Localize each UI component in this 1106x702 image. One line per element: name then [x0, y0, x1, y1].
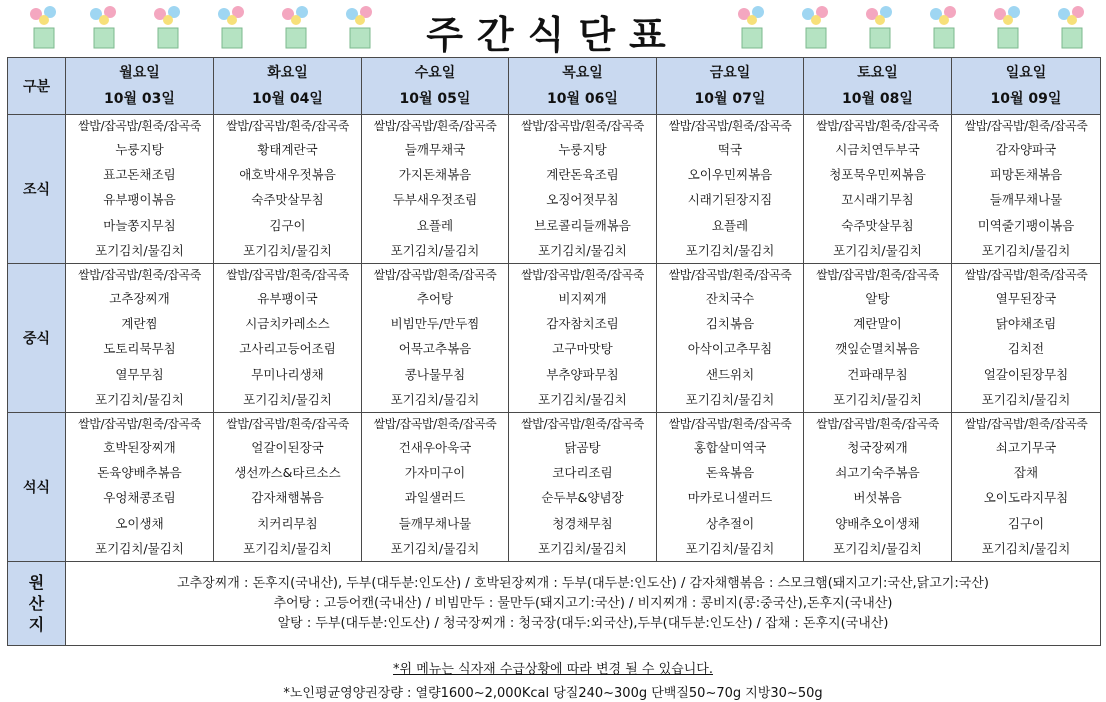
- meal-label: 조식: [8, 115, 66, 264]
- menu-item: 쌀밥/잡곡밥/흰죽/잡곡죽: [521, 268, 644, 283]
- menu-item: 브로콜리들깨볶음: [534, 217, 631, 233]
- menu-item: 잡채: [1013, 465, 1039, 481]
- menu-cell: [657, 115, 804, 264]
- menu-item: 숙주맛살무침: [251, 192, 324, 208]
- menu-item: 돈육볶음: [705, 465, 755, 481]
- day-header: [214, 58, 362, 115]
- menu-item: 생선까스&타르소스: [234, 465, 341, 481]
- menu-item: 샌드위치: [705, 366, 755, 382]
- menu-cell: [804, 413, 952, 562]
- menu-item: 유부팽이국: [257, 291, 318, 307]
- menu-item: 순두부&양념장: [541, 490, 624, 506]
- day-date: 10월 04일: [252, 91, 323, 107]
- menu-item: 김치볶음: [705, 316, 755, 332]
- day-header: [362, 58, 509, 115]
- menu-item: 닭야채조림: [995, 316, 1057, 332]
- menu-cell: [214, 413, 362, 562]
- menu-item: 고추장찌개: [109, 291, 170, 307]
- menu-item: 고사리고등어조림: [239, 341, 336, 357]
- weekly-menu-table: [7, 57, 1101, 646]
- menu-item: 쌀밥/잡곡밥/흰죽/잡곡죽: [964, 417, 1088, 432]
- origin-row: [8, 562, 1101, 646]
- menu-item: 쌀밥/잡곡밥/흰죽/잡곡죽: [668, 417, 792, 432]
- day-date: 10월 09일: [990, 91, 1062, 107]
- menu-cell: [66, 413, 214, 562]
- menu-change-notice: *위 메뉴는 식자재 수급상황에 따라 변경 될 수 있습니다.: [393, 662, 713, 677]
- day-name: 월요일: [119, 65, 160, 81]
- menu-item: 포기김치/물김치: [685, 242, 775, 258]
- menu-cell: [952, 413, 1101, 562]
- menu-item: 코다리조림: [552, 465, 613, 481]
- menu-item: 포기김치/물김치: [981, 391, 1071, 407]
- menu-item: 건새우아욱국: [398, 440, 472, 456]
- menu-item: 쌀밥/잡곡밥/흰죽/잡곡죽: [964, 268, 1088, 283]
- menu-cell: [362, 264, 509, 413]
- menu-item: 포기김치/물김치: [95, 391, 184, 407]
- menu-item: 숙주맛살무침: [841, 217, 914, 233]
- menu-item: 비빔만두/만두찜: [390, 316, 480, 332]
- menu-item: 시래기된장지짐: [687, 192, 773, 208]
- menu-item: 김치전: [1007, 341, 1045, 357]
- menu-item: 감자채햄볶음: [251, 490, 324, 506]
- menu-item: 포기김치/물김치: [243, 391, 332, 407]
- day-date: 10월 05일: [399, 91, 471, 107]
- meal-row: [8, 115, 1101, 264]
- menu-item: 포기김치/물김치: [538, 242, 627, 258]
- menu-item: 김구이: [1007, 515, 1045, 531]
- menu-item: 계란말이: [853, 316, 902, 332]
- menu-item: 쌀밥/잡곡밥/흰죽/잡곡죽: [521, 417, 644, 432]
- menu-item: 상추절이: [705, 515, 755, 531]
- menu-item: 쌀밥/잡곡밥/흰죽/잡곡죽: [226, 417, 349, 432]
- menu-item: 양배추오이생채: [835, 515, 920, 531]
- menu-item: 쌀밥/잡곡밥/흰죽/잡곡죽: [373, 417, 497, 432]
- menu-item: 포기김치/물김치: [390, 540, 480, 556]
- menu-item: 들깨무채나물: [398, 515, 472, 531]
- meal-rows: [8, 115, 1101, 562]
- menu-item: 쌀밥/잡곡밥/흰죽/잡곡죽: [78, 417, 201, 432]
- day-date: 10월 06일: [547, 91, 618, 107]
- day-name: 일요일: [1005, 65, 1047, 81]
- page-header: [0, 0, 1106, 56]
- menu-item: 건파래무침: [847, 366, 908, 382]
- day-header: [509, 58, 657, 115]
- menu-item: 오이우민찌볶음: [687, 167, 773, 183]
- nutrition-recommendation: *노인평균영양권장량 : 열량1600~2,000Kcal 당질240~300g 단백질50~70g 지방30~50g: [283, 686, 823, 701]
- menu-item: 쌀밥/잡곡밥/흰죽/잡곡죽: [816, 268, 939, 283]
- menu-item: 김구이: [269, 217, 306, 233]
- menu-cell: [509, 264, 657, 413]
- page-title: 주간식단표: [426, 13, 680, 57]
- menu-item: 꼬시래기무침: [841, 192, 914, 208]
- menu-item: 쌀밥/잡곡밥/흰죽/잡곡죽: [78, 268, 201, 283]
- day-date: 10월 08일: [842, 91, 913, 107]
- menu-item: 누룽지탕: [115, 142, 164, 157]
- menu-item: 들깨무채국: [404, 142, 466, 157]
- menu-item: 누룽지탕: [558, 142, 607, 157]
- day-header: [66, 58, 214, 115]
- menu-item: 아삭이고추무침: [687, 341, 773, 357]
- menu-item: 쌀밥/잡곡밥/흰죽/잡곡죽: [373, 119, 497, 133]
- origin-line: 고추장찌개 : 돈후지(국내산), 두부(대두분:인도산) / 호박된장찌개 : 두부(대두분:인도산) / 감자채햄볶음 : 스모크햄(돼지고기:국산,닭고기:국산): [177, 575, 989, 591]
- origin-details: [66, 562, 1101, 646]
- menu-item: 쌀밥/잡곡밥/흰죽/잡곡죽: [668, 119, 792, 133]
- origin-line: 추어탕 : 고등어캔(국내산) / 비빔만두 : 물만두(돼지고기:국산) / 비지찌개 : 콩비지(콩:중국산),돈후지(국내산): [273, 595, 893, 611]
- menu-item: 쌀밥/잡곡밥/흰죽/잡곡죽: [816, 119, 939, 133]
- menu-item: 포기김치/물김치: [538, 391, 627, 407]
- day-date: 10월 03일: [104, 91, 175, 107]
- day-name: 목요일: [562, 65, 603, 81]
- day-header: [952, 58, 1101, 115]
- menu-item: 감자참치조림: [546, 316, 619, 332]
- menu-item: 쌀밥/잡곡밥/흰죽/잡곡죽: [668, 268, 792, 283]
- menu-item: 시금치연두부국: [835, 142, 920, 157]
- menu-cell: [214, 115, 362, 264]
- menu-item: 포기김치/물김치: [685, 540, 775, 556]
- menu-item: 가지돈채볶음: [398, 167, 472, 183]
- menu-item: 비지찌개: [558, 291, 607, 307]
- menu-item: 우엉채콩조림: [103, 490, 176, 506]
- menu-item: 열무된장국: [995, 291, 1057, 307]
- menu-item: 어묵고추볶음: [398, 341, 472, 357]
- menu-cell: [214, 264, 362, 413]
- menu-item: 열무무침: [115, 366, 164, 382]
- menu-item: 포기김치/물김치: [95, 242, 184, 258]
- menu-item: 돈육양배추볶음: [97, 465, 182, 481]
- menu-item: 쌀밥/잡곡밥/흰죽/잡곡죽: [373, 268, 497, 283]
- menu-item: 시금치카레소스: [245, 316, 330, 332]
- menu-item: 쌀밥/잡곡밥/흰죽/잡곡죽: [816, 417, 939, 432]
- menu-item: 유부팽이볶음: [103, 192, 176, 208]
- menu-item: 포기김치/물김치: [95, 540, 184, 556]
- day-name: 금요일: [709, 65, 751, 81]
- menu-item: 떡국: [717, 142, 743, 157]
- meal-label: 중식: [8, 264, 66, 413]
- menu-item: 포기김치/물김치: [833, 391, 922, 407]
- origin-label-text: 원 산 지: [28, 573, 45, 635]
- menu-cell: [509, 115, 657, 264]
- menu-item: 치커리무침: [257, 515, 318, 531]
- menu-item: 청국장찌개: [847, 440, 908, 456]
- menu-item: 포기김치/물김치: [685, 391, 775, 407]
- menu-item: 버섯볶음: [853, 490, 902, 506]
- menu-item: 청포묵우민찌볶음: [829, 167, 926, 183]
- day-name: 토요일: [857, 65, 898, 81]
- menu-cell: [509, 413, 657, 562]
- menu-item: 가자미구이: [404, 465, 466, 481]
- menu-item: 표고돈채조림: [103, 167, 176, 183]
- meal-row: [8, 413, 1101, 562]
- menu-item: 쌀밥/잡곡밥/흰죽/잡곡죽: [964, 119, 1088, 133]
- menu-cell: [362, 413, 509, 562]
- menu-cell: [952, 115, 1101, 264]
- menu-item: 쇠고기무국: [995, 440, 1057, 456]
- menu-item: 계란찜: [121, 316, 158, 332]
- menu-item: 알탕: [865, 291, 890, 307]
- menu-item: 요플레: [711, 217, 749, 233]
- menu-item: 추어탕: [416, 291, 454, 307]
- menu-item: 애호박새우젓볶음: [239, 167, 336, 183]
- menu-cell: [657, 264, 804, 413]
- menu-item: 오이생채: [115, 515, 164, 531]
- menu-item: 포기김치/물김치: [833, 242, 922, 258]
- day-header-row: [8, 58, 1101, 115]
- menu-cell: [804, 264, 952, 413]
- menu-item: 마늘쫑지무침: [103, 217, 176, 233]
- menu-item: 닭곰탕: [564, 440, 601, 456]
- menu-cell: [66, 115, 214, 264]
- day-header: [657, 58, 804, 115]
- menu-item: 청경채무침: [552, 515, 613, 531]
- menu-item: 고구마맛탕: [552, 341, 613, 357]
- menu-item: 포기김치/물김치: [833, 540, 922, 556]
- menu-item: 쇠고기숙주볶음: [835, 465, 920, 481]
- day-name: 화요일: [267, 65, 308, 81]
- menu-item: 호박된장찌개: [103, 440, 176, 456]
- menu-item: 쌀밥/잡곡밥/흰죽/잡곡죽: [78, 119, 201, 133]
- menu-cell: [804, 115, 952, 264]
- menu-item: 들깨무채나물: [989, 192, 1063, 208]
- day-date: 10월 07일: [694, 91, 766, 107]
- menu-item: 깻잎순멸치볶음: [835, 341, 920, 357]
- menu-item: 도토리묵무침: [103, 341, 176, 357]
- origin-label: [8, 562, 66, 646]
- menu-cell: [952, 264, 1101, 413]
- corner-label: 구분: [8, 58, 66, 115]
- menu-item: 포기김치/물김치: [538, 540, 627, 556]
- menu-item: 쌀밥/잡곡밥/흰죽/잡곡죽: [226, 119, 349, 133]
- menu-item: 마카로니샐러드: [687, 490, 773, 506]
- menu-cell: [362, 115, 509, 264]
- day-name: 수요일: [414, 65, 456, 81]
- meal-row: [8, 264, 1101, 413]
- menu-item: 무미나리생채: [251, 366, 324, 382]
- menu-item: 포기김치/물김치: [390, 391, 480, 407]
- menu-item: 계란돈육조림: [546, 167, 619, 183]
- menu-item: 과일샐러드: [404, 490, 466, 506]
- menu-item: 얼갈이된장국: [251, 440, 324, 456]
- menu-item: 포기김치/물김치: [243, 242, 332, 258]
- menu-item: 포기김치/물김치: [390, 242, 480, 258]
- menu-item: 미역줄기팽이볶음: [977, 217, 1075, 233]
- menu-item: 얼갈이된장무침: [983, 366, 1069, 382]
- menu-item: 오징어젓무침: [546, 192, 619, 208]
- menu-cell: [657, 413, 804, 562]
- menu-item: 오이도라지무침: [983, 490, 1069, 506]
- menu-item: 잔치국수: [705, 291, 755, 307]
- menu-item: 황태계란국: [257, 142, 318, 157]
- menu-item: 포기김치/물김치: [243, 540, 332, 556]
- menu-item: 부추양파무침: [546, 366, 619, 382]
- menu-item: 포기김치/물김치: [981, 540, 1071, 556]
- origin-line: 알탕 : 두부(대두분:인도산) / 청국장찌개 : 청국장(대두:외국산),두부(대두분:인도산) / 잡채 : 돈후지(국내산): [277, 615, 889, 631]
- menu-item: 쌀밥/잡곡밥/흰죽/잡곡죽: [226, 268, 349, 283]
- menu-item: 포기김치/물김치: [981, 242, 1071, 258]
- menu-item: 감자양파국: [995, 142, 1057, 157]
- menu-item: 홍합살미역국: [693, 440, 767, 456]
- menu-item: 요플레: [416, 217, 454, 233]
- day-header: [804, 58, 952, 115]
- menu-cell: [66, 264, 214, 413]
- meal-label: 석식: [8, 413, 66, 562]
- menu-item: 쌀밥/잡곡밥/흰죽/잡곡죽: [521, 119, 644, 133]
- menu-item: 피망돈채볶음: [989, 167, 1063, 183]
- menu-item: 두부새우젓조림: [392, 192, 478, 208]
- menu-item: 콩나물무침: [404, 366, 466, 382]
